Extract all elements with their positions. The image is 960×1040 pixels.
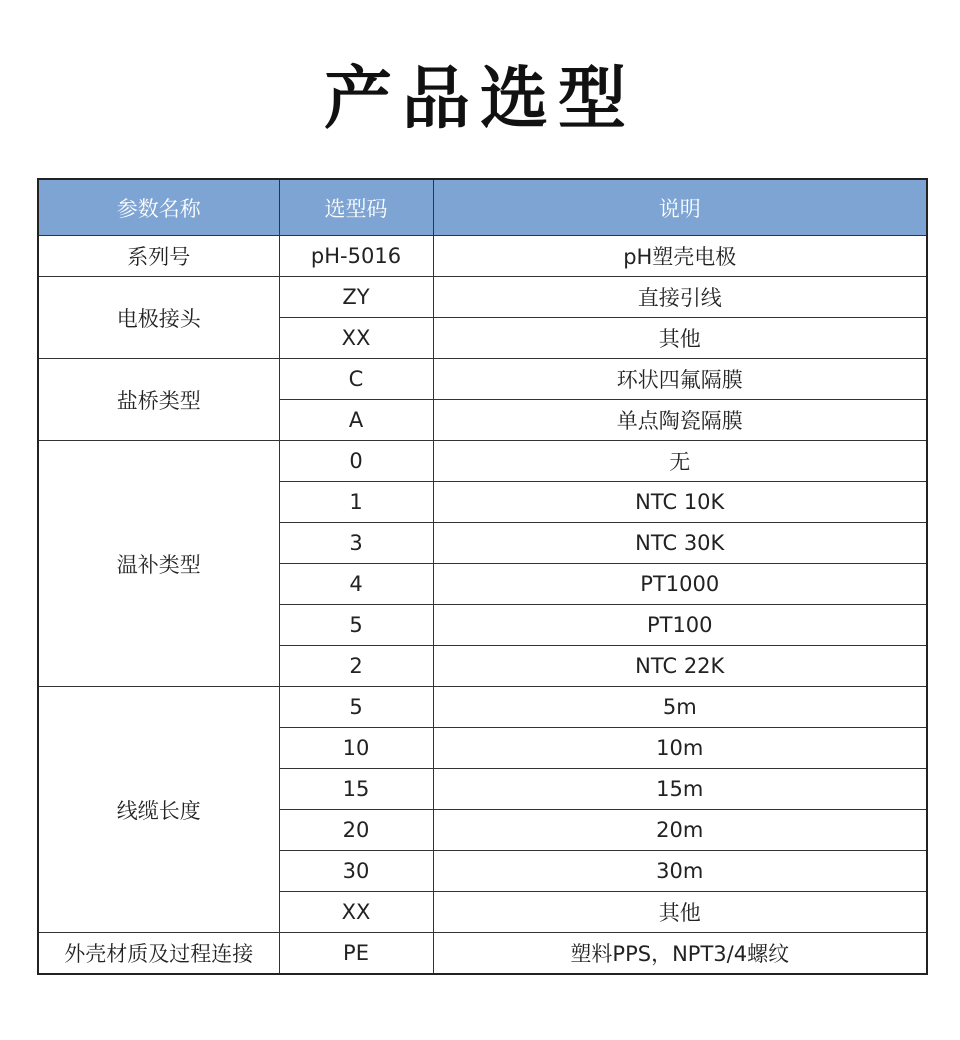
header-param: 参数名称 <box>38 179 279 236</box>
desc-cell: 10m <box>433 728 927 769</box>
desc-cell: 20m <box>433 810 927 851</box>
desc-cell: 30m <box>433 851 927 892</box>
table-row <box>38 933 927 975</box>
code-cell: 15 <box>279 769 433 810</box>
code-cell: 30 <box>279 851 433 892</box>
code-cell: 4 <box>279 564 433 605</box>
table-row <box>38 441 927 482</box>
desc-cell: 5m <box>433 687 927 728</box>
code-cell: 5 <box>279 687 433 728</box>
code-cell: 5 <box>279 605 433 646</box>
header-code: 选型码 <box>279 179 433 236</box>
table-row <box>38 359 927 400</box>
param-cell: 盐桥类型 <box>38 359 279 441</box>
code-cell: XX <box>279 318 433 359</box>
code-cell: 2 <box>279 646 433 687</box>
desc-cell: 无 <box>433 441 927 482</box>
desc-cell: NTC 30K <box>433 523 927 564</box>
table-row <box>38 687 927 728</box>
table-row <box>38 277 927 318</box>
desc-cell: PT100 <box>433 605 927 646</box>
code-cell: 20 <box>279 810 433 851</box>
param-cell: 系列号 <box>38 236 279 277</box>
desc-cell: 塑料PPS，NPT3/4螺纹 <box>433 933 927 975</box>
header-desc: 说明 <box>433 179 927 236</box>
table-row <box>38 236 927 277</box>
desc-cell: 其他 <box>433 318 927 359</box>
param-cell: 线缆长度 <box>38 687 279 933</box>
code-cell: 3 <box>279 523 433 564</box>
selection-table <box>37 178 928 975</box>
desc-cell: NTC 10K <box>433 482 927 523</box>
code-cell: C <box>279 359 433 400</box>
code-cell: ZY <box>279 277 433 318</box>
desc-cell: 直接引线 <box>433 277 927 318</box>
param-cell: 电极接头 <box>38 277 279 359</box>
desc-cell: 单点陶瓷隔膜 <box>433 400 927 441</box>
table-header-row <box>38 179 927 236</box>
desc-cell: 15m <box>433 769 927 810</box>
desc-cell: 其他 <box>433 892 927 933</box>
code-cell: 0 <box>279 441 433 482</box>
desc-cell: 环状四氟隔膜 <box>433 359 927 400</box>
desc-cell: pH塑壳电极 <box>433 236 927 277</box>
code-cell: 1 <box>279 482 433 523</box>
code-cell: pH-5016 <box>279 236 433 277</box>
code-cell: A <box>279 400 433 441</box>
code-cell: 10 <box>279 728 433 769</box>
param-cell: 外壳材质及过程连接 <box>38 933 279 975</box>
desc-cell: PT1000 <box>433 564 927 605</box>
param-cell: 温补类型 <box>38 441 279 687</box>
desc-cell: NTC 22K <box>433 646 927 687</box>
code-cell: XX <box>279 892 433 933</box>
page-title: 产品选型 <box>323 60 636 139</box>
code-cell: PE <box>279 933 433 975</box>
